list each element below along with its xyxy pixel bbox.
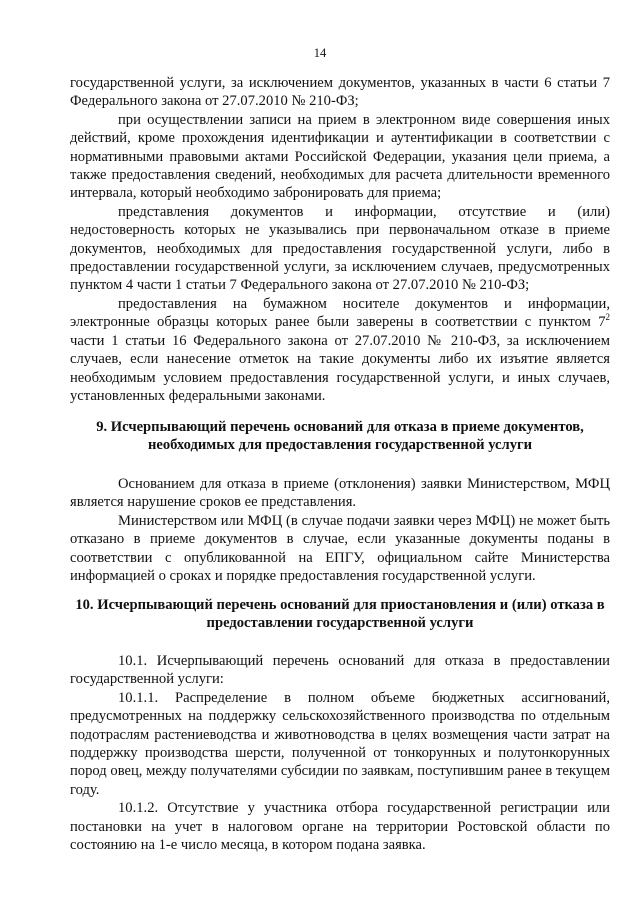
paragraph-refusal-basis: Основанием для отказа в приеме (отклонения) заявки Министерством, МФЦ является нарушение сроков ее представления.	[70, 476, 610, 511]
section-10-body	[70, 652, 610, 854]
section-10-heading: 10. Исчерпывающий перечень оснований для приостановления и (или) отказа в предоставлении государственной услуги	[75, 597, 605, 632]
paragraph-documents-information: представления документов и информации, отсутствие и (или) недостоверность которых не указывались при первоначальном отказе в приеме документов, необходимых для предоставления государственной услуги, либо в предоставлении государственной услуги, за исключением случаев, предусмотренных пунктом 4 части 1 статьи 7 Федерального закона от 27.07.2010 № 210-ФЗ;	[70, 203, 610, 294]
paragraph-10-1-2: 10.1.2. Отсутствие у участника отбора государственной регистрации или постановки на учет в налоговом органе на территории Ростовской области по состоянию на 1-е число месяца, в котором подана заявка.	[70, 800, 610, 854]
section-9-heading: 9. Исчерпывающий перечень оснований для отказа в приеме документов, необходимых для предоставления государственной услуги	[96, 419, 584, 454]
page-number: 14	[313, 46, 327, 60]
paragraph-10-1: 10.1. Исчерпывающий перечень оснований для отказа в предоставлении государственной услуги:	[70, 653, 610, 688]
paragraph-electronic-record: при осуществлении записи на прием в электронном виде совершения иных действий, кроме прохождения идентификации и аутентификации в соответствии с нормативными правовыми актами Российской Федерации, указания цели приема, а также предоставления сведений, необходимых для расчета длительности временного интервала, который необходимо забронировать для приема;	[70, 111, 610, 202]
paragraph-no-refusal: Министерством или МФЦ (в случае подачи заявки через МФЦ) не может быть отказано в приеме документов в случае, если указанные документы поданы в соответствии с опубликованной на ЕПГУ, официальном сайте Министерства информацией о сроках и порядке предоставления государственной услуги.	[70, 512, 610, 585]
text-block-continuation	[70, 74, 610, 405]
paragraph-paper-carrier	[70, 295, 610, 405]
superscript-marker: 2	[605, 312, 610, 323]
paper-text-start: предоставления на бумажном носителе документов и информации, электронные образцы которых ранее были заверены в соответствии с пунктом 7	[70, 295, 610, 331]
paragraph-continuation: государственной услуги, за исключением документов, указанных в части 6 статьи 7 Федерального закона от 27.07.2010 № 210-ФЗ;	[70, 75, 610, 110]
section-9-body	[70, 475, 610, 585]
paragraph-10-1-1: 10.1.1. Распределение в полном объеме бюджетных ассигнований, предусмотренных на поддержку сельскохозяйственного производства по отдельным подотраслям растениеводства и животноводства в целях возмещения части затрат на поддержку производства шерсти, полученной от тонкорунных и полутонкорунных пород овец, между получателями субсидии по заявкам, поступившим ранее в текущем году.	[70, 689, 610, 798]
paper-text-end: части 1 статьи 16 Федерального закона от 27.07.2010 № 210-ФЗ, за исключением случаев, если нанесение отметок на такие документы либо их изъятие является необходимым условием предоставления государственной услуги, и иных случаев, установленных федеральными законами.	[70, 332, 610, 404]
